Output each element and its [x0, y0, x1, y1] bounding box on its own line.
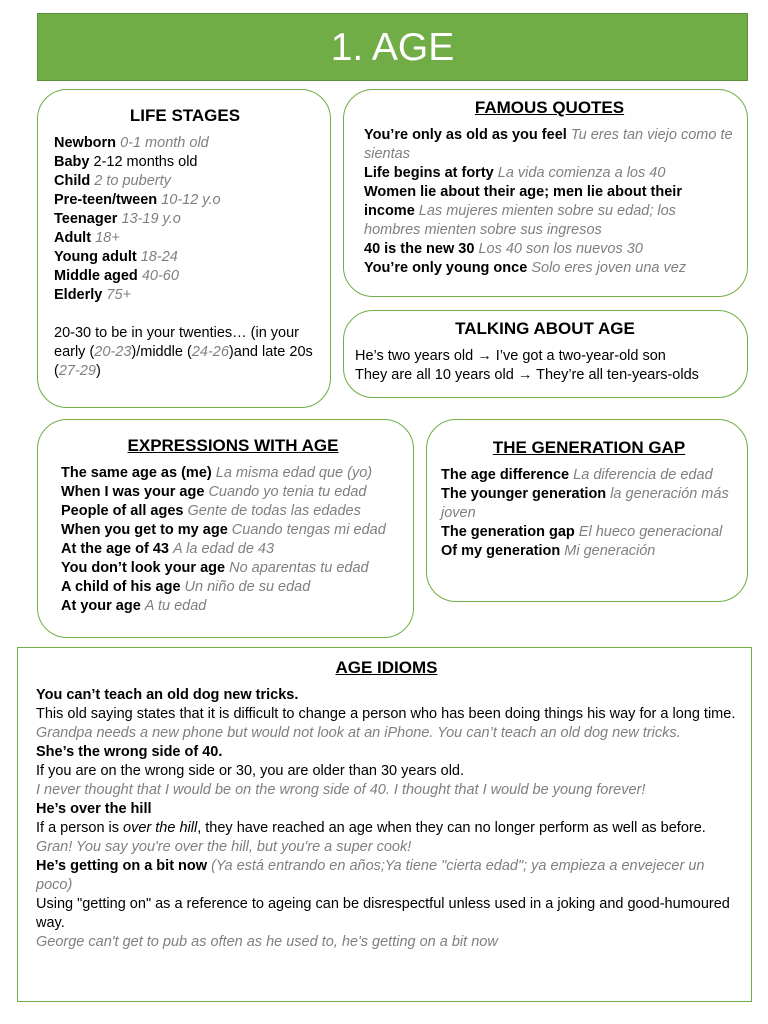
- life-stages-list: [54, 134, 316, 305]
- life-stage-term: Newborn: [54, 135, 117, 151]
- generation-gap-spanish: El hueco generacional: [578, 524, 723, 540]
- quote-english: You’re only young once: [364, 260, 528, 276]
- expression-english: When you get to my age: [61, 522, 228, 538]
- life-stages-heading: LIFE STAGES: [129, 106, 241, 125]
- expression-spanish: A tu edad: [144, 598, 207, 614]
- life-stages-box: [37, 89, 331, 408]
- life-stage-gloss: 40-60: [141, 268, 179, 284]
- generation-gap-english: The generation gap: [441, 524, 575, 540]
- idiom-example: I never thought that I would be on the wrong side of 40. I thought that I would be young forever!: [36, 782, 646, 798]
- talking-about-age-item: [355, 366, 735, 385]
- generation-gap-english: Of my generation: [441, 543, 561, 559]
- generation-gap-box: [426, 419, 748, 602]
- quote-spanish: Los 40 son los nuevos 30: [478, 241, 643, 257]
- life-stage-gloss: 10-12 y.o: [161, 192, 221, 208]
- expression-item: [61, 521, 405, 540]
- idiom-explanation: If you are on the wrong side or 30, you are older than 30 years old.: [36, 763, 465, 779]
- life-stage-term: Elderly: [54, 287, 103, 303]
- life-stage-item: [54, 248, 316, 267]
- life-stage-gloss: 2-12 months old: [93, 154, 198, 170]
- expression-english: The same age as (me): [61, 465, 212, 481]
- generation-gap-item: [441, 523, 737, 542]
- talking-about-age-box: [343, 310, 748, 398]
- quote-item: [364, 259, 735, 278]
- expression-spanish: A la edad de 43: [173, 541, 275, 557]
- decades-note: 20-30 to be in your twenties… (in your early (20-23)/middle (24-26)and late 20s (27-29): [54, 325, 313, 379]
- quote-english: 40 is the new 30: [364, 241, 475, 257]
- quote-item: [364, 126, 735, 164]
- idiom-title: She’s the wrong side of 40.: [36, 744, 223, 760]
- expression-item: [61, 597, 405, 616]
- generation-gap-item: [441, 485, 737, 523]
- quote-english: Women lie about their age; men lie about their income: [364, 184, 682, 219]
- famous-quotes-heading: FAMOUS QUOTES: [474, 98, 625, 117]
- expression-english: When I was your age: [61, 484, 205, 500]
- idiom-title: You can’t teach an old dog new tricks.: [36, 687, 299, 703]
- idiom-example: Gran! You say you're over the hill, but you're a super cook!: [36, 839, 412, 855]
- life-stage-term: Child: [54, 173, 91, 189]
- quote-item: [364, 164, 735, 183]
- expressions-list: [61, 464, 405, 616]
- talking-about-age-heading: TALKING ABOUT AGE: [455, 319, 635, 338]
- life-stage-gloss: 2 to puberty: [94, 173, 171, 189]
- generation-gap-item: [441, 542, 737, 561]
- idiom-title: He’s getting on a bit now (Ya está entrando en años;Ya tiene "cierta edad"; ya empieza a envejecer un poco): [36, 858, 705, 893]
- talk-right: They’re all ten-years-olds: [536, 367, 699, 383]
- famous-quotes-box: [343, 89, 748, 297]
- expression-english: At your age: [61, 598, 141, 614]
- life-stage-term: Adult: [54, 230, 92, 246]
- expression-english: At the age of 43: [61, 541, 169, 557]
- quote-item: [364, 240, 735, 259]
- talking-about-age-item: [355, 347, 735, 366]
- idiom-example: Grandpa needs a new phone but would not look at an iPhone. You can’t teach an old dog new tricks.: [36, 725, 681, 741]
- expression-spanish: Un niño de su edad: [184, 579, 311, 595]
- expression-spanish: Gente de todas las edades: [187, 503, 361, 519]
- expression-english: A child of his age: [61, 579, 181, 595]
- idiom-explanation: If a person is over the hill, they have reached an age when they can no longer perform as well as before.: [36, 820, 706, 836]
- life-stage-item: [54, 153, 316, 172]
- generation-gap-list: [441, 466, 737, 561]
- quote-spanish: Solo eres joven una vez: [531, 260, 687, 276]
- life-stage-item: [54, 134, 316, 153]
- expression-english: People of all ages: [61, 503, 184, 519]
- expression-item: [61, 483, 405, 502]
- life-stage-term: Teenager: [54, 211, 118, 227]
- life-stage-item: [54, 210, 316, 229]
- expression-spanish: Cuando yo tenia tu edad: [208, 484, 367, 500]
- expression-item: [61, 464, 405, 483]
- expression-spanish: La misma edad que (yo): [215, 465, 373, 481]
- life-stage-term: Middle aged: [54, 268, 138, 284]
- life-stage-gloss: 13-19 y.o: [121, 211, 181, 227]
- idiom-explanation: This old saying states that it is difficult to change a person who has been doing things his way for a long time.: [36, 706, 736, 722]
- right-arrow-icon: →: [517, 367, 533, 383]
- life-stage-gloss: 18+: [95, 230, 120, 246]
- life-stage-item: [54, 191, 316, 210]
- expressions-heading: EXPRESSIONS WITH AGE: [127, 436, 339, 455]
- life-stage-term: Baby: [54, 154, 90, 170]
- life-stage-item: [54, 267, 316, 286]
- life-stage-gloss: 0-1 month old: [120, 135, 209, 151]
- generation-gap-english: The younger generation: [441, 486, 607, 502]
- expression-spanish: Cuando tengas mi edad: [231, 522, 386, 538]
- talk-right: I’ve got a two-year-old son: [495, 348, 666, 364]
- age-idioms-box: [17, 647, 752, 1002]
- idiom-example: George can't get to pub as often as he used to, he's getting on a bit now: [36, 934, 498, 950]
- page-title: 1. AGE: [37, 13, 748, 81]
- expression-item: [61, 559, 405, 578]
- generation-gap-spanish: La diferencia de edad: [573, 467, 713, 483]
- life-stage-term: Young adult: [54, 249, 137, 265]
- life-stage-gloss: 75+: [106, 287, 131, 303]
- talk-left: They are all 10 years old: [355, 367, 514, 383]
- life-stage-gloss: 18-24: [140, 249, 178, 265]
- generation-gap-english: The age difference: [441, 467, 570, 483]
- age-idioms-heading: AGE IDIOMS: [335, 658, 438, 677]
- life-stage-item: [54, 172, 316, 191]
- talking-about-age-list: [355, 347, 735, 385]
- famous-quotes-list: [364, 126, 735, 278]
- quote-english: Life begins at forty: [364, 165, 494, 181]
- life-stage-term: Pre-teen/tween: [54, 192, 158, 208]
- idiom-explanation: Using "getting on" as a reference to ageing can be disrespectful unless used in a joking and good-humoured way.: [36, 896, 730, 931]
- expression-english: You don’t look your age: [61, 560, 226, 576]
- life-stage-item: [54, 286, 316, 305]
- quote-spanish: Las mujeres mienten sobre su edad; los hombres mienten sobre sus ingresos: [364, 203, 676, 238]
- quote-spanish: Tu eres tan viejo como te sientas: [364, 127, 733, 162]
- expression-spanish: No aparentas tu edad: [229, 560, 369, 576]
- expression-item: [61, 578, 405, 597]
- expression-item: [61, 502, 405, 521]
- idiom-title: He’s over the hill: [36, 801, 152, 817]
- generation-gap-item: [441, 466, 737, 485]
- expressions-box: [37, 419, 414, 638]
- generation-gap-spanish: la generación más joven: [441, 486, 729, 521]
- quote-english: You’re only as old as you feel: [364, 127, 567, 143]
- life-stage-item: [54, 229, 316, 248]
- generation-gap-heading: THE GENERATION GAP: [492, 438, 686, 457]
- right-arrow-icon: →: [477, 348, 492, 364]
- talk-left: He’s two years old: [355, 348, 474, 364]
- quote-item: [364, 183, 735, 240]
- expression-item: [61, 540, 405, 559]
- quote-spanish: La vida comienza a los 40: [497, 165, 666, 181]
- generation-gap-spanish: Mi generación: [564, 543, 656, 559]
